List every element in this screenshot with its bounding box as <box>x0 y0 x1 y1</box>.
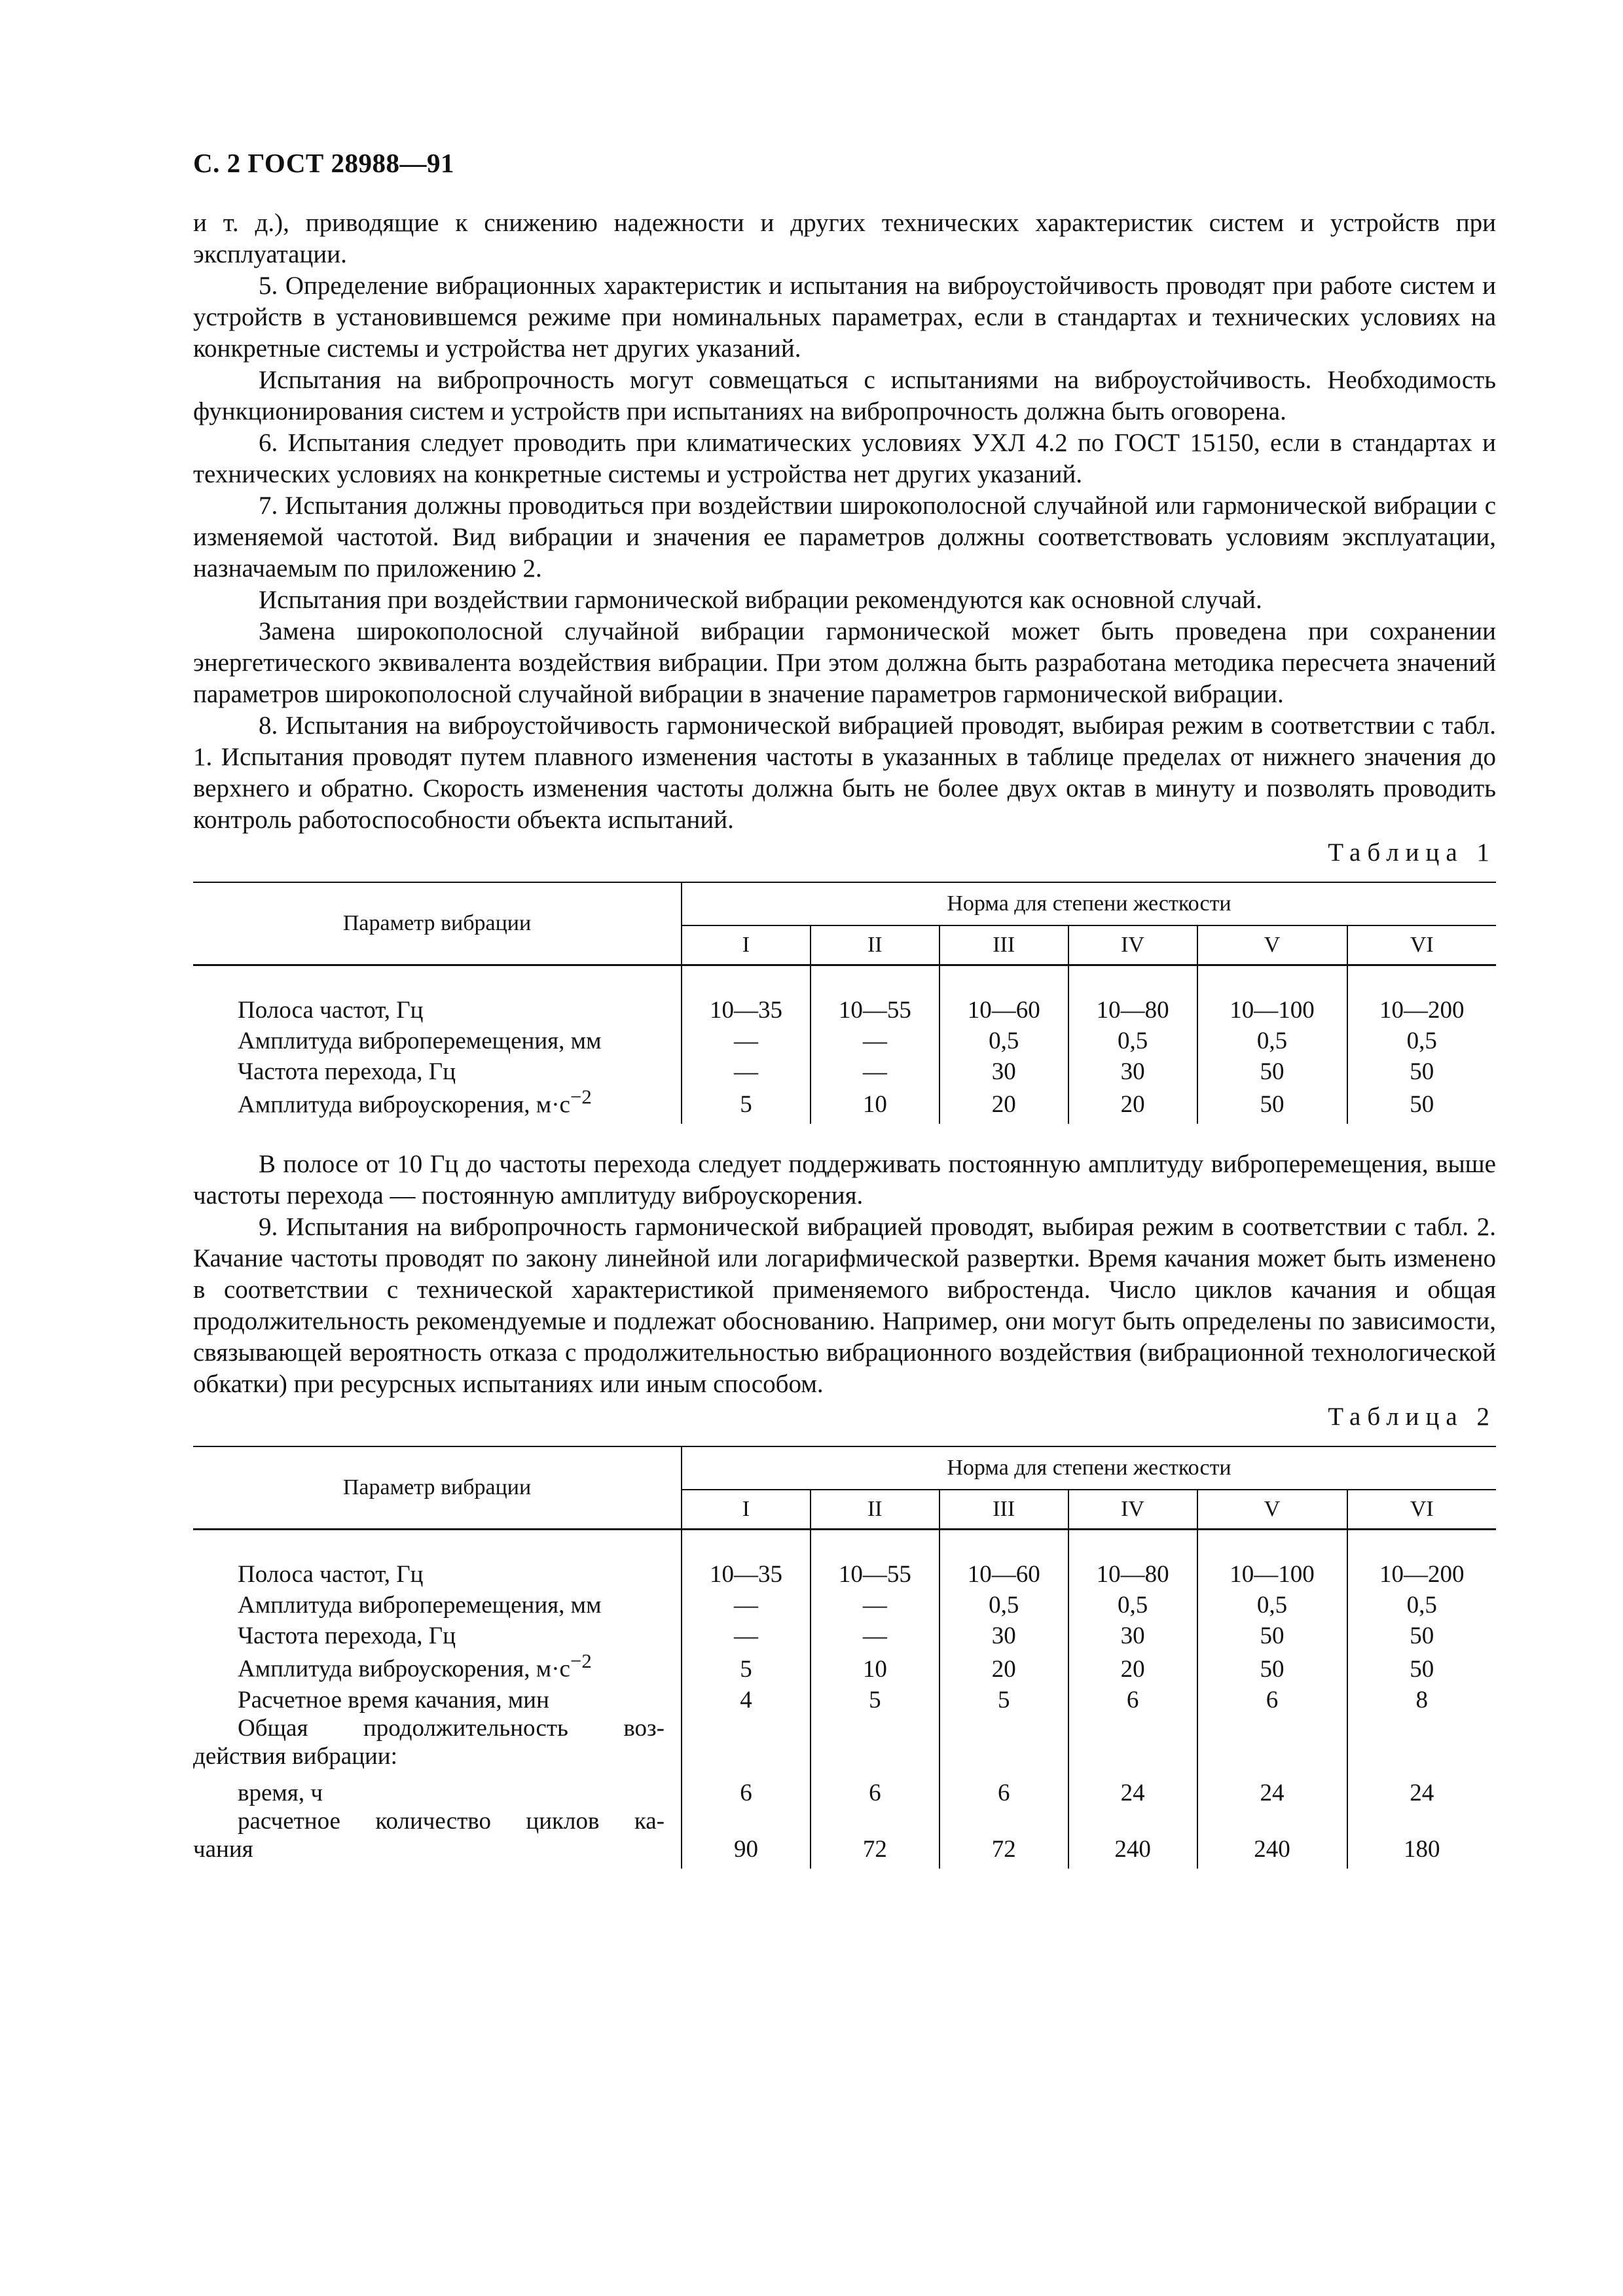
table-cell: — <box>811 1619 939 1650</box>
table-cell: 24 <box>1410 1779 1434 1806</box>
table-cell: 90 <box>682 1807 811 1869</box>
degree-header: II <box>811 1490 939 1530</box>
table-cell-empty <box>811 1714 939 1770</box>
table-cell-empty <box>1197 965 1347 994</box>
table-cell: 10—100 <box>1197 1558 1347 1588</box>
paragraph: Замена широкополосной случайной вибрации гармонической может быть проведена при сохранении энергетического эквивалента воздействия вибрации. При этом должна быть разработана методика пересчета значений параметров широкополосной случайной вибрации в значение параметров гармонической вибрации. <box>193 617 1496 708</box>
table-row <box>193 1558 1496 1588</box>
table-row <box>193 1770 1496 1807</box>
row-label <box>193 1807 682 1869</box>
table-cell: 10—200 <box>1379 997 1465 1024</box>
table-cell: — <box>811 1055 939 1086</box>
row-label <box>193 1588 682 1619</box>
row-label-text: Расчетное время качания, мин <box>238 1686 549 1713</box>
table2-param-header: Параметр вибрации <box>193 1446 682 1530</box>
paragraph: 6. Испытания следует проводить при климатических условиях УХЛ 4.2 по ГОСТ 15150, если в стандартах и технических условиях на конкретные системы и устройства нет других указаний. <box>193 429 1496 488</box>
table-cell-empty <box>811 1530 939 1558</box>
degree-header: VI <box>1347 1490 1496 1530</box>
table-cell: 180 <box>1404 1835 1440 1863</box>
table-cell: 10—55 <box>811 994 939 1024</box>
table-cell: — <box>811 1024 939 1055</box>
paragraph: 7. Испытания должны проводиться при воздействии широкополосной случайной или гармонической вибрации с изменяемой частотой. Вид вибрации и значения ее параметров должны соответствовать условиям эксплуатации, назначаемым по приложению 2. <box>193 492 1496 583</box>
table-cell: — <box>682 1024 811 1055</box>
table-cell-empty <box>1347 1714 1496 1770</box>
paragraph: Испытания при воздействии гармонической вибрации рекомендуются как основной случай. <box>259 586 1262 614</box>
table-cell: 5 <box>682 1086 811 1124</box>
table-cell: — <box>811 1588 939 1619</box>
text-block-b <box>193 1149 1496 1400</box>
text-block-a <box>193 207 1496 836</box>
table-cell: 6 <box>939 1770 1068 1807</box>
table-cell-empty <box>939 965 1068 994</box>
table-cell: 10 <box>811 1650 939 1683</box>
table1-param-header: Параметр вибрации <box>193 882 682 965</box>
table-cell: 10—60 <box>939 1558 1068 1588</box>
table1-norm-header: Норма для степени жесткости <box>682 882 1496 925</box>
table-cell-empty <box>939 1530 1068 1558</box>
unit-exponent: −2 <box>570 1650 592 1673</box>
degree-header: II <box>811 925 939 965</box>
table-cell: 0,5 <box>1197 1588 1347 1619</box>
spacer-row <box>193 1530 1496 1558</box>
table-cell: 6 <box>682 1770 811 1807</box>
table-cell: 6 <box>1068 1683 1197 1714</box>
row-label <box>193 1055 682 1086</box>
table-cell: 10—35 <box>682 1558 811 1588</box>
table-row <box>193 1086 1496 1124</box>
table-row <box>193 1807 1496 1869</box>
paragraph: 8. Испытания на виброустойчивость гармонической вибрацией проводят, выбирая режим в соответствии с табл. 1. Испытания проводят путем плавного изменения частоты в указанных в таблице пределах от нижнего значения до верхнего и обратно. Скорость изменения частоты должна быть не более двух октав в минуту и позволять проводить контроль работоспособности объекта испытаний. <box>193 711 1496 834</box>
group-label-row <box>193 1714 1496 1770</box>
table-cell-empty <box>1197 1714 1347 1770</box>
table2-norm-header: Норма для степени жесткости <box>682 1446 1496 1490</box>
table-cell: 10 <box>811 1086 939 1124</box>
table-cell: 0,5 <box>939 1024 1068 1055</box>
table-cell: 50 <box>1197 1619 1347 1650</box>
table-cell: 20 <box>939 1650 1068 1683</box>
table-cell: 10—80 <box>1068 1558 1197 1588</box>
row-label <box>193 1086 682 1124</box>
degree-header: V <box>1197 1490 1347 1530</box>
degree-header: IV <box>1068 1490 1197 1530</box>
row-label-text: Амплитуда виброускорения, м·с <box>238 1091 570 1119</box>
paragraph: 5. Определение вибрационных характеристик и испытания на виброустойчивость проводят при работе систем и устройств в установившемся режиме при номинальных параметрах, если в стандартах и технических условиях на конкретные системы и устройства нет других указаний. <box>193 272 1496 363</box>
row-label-text: Полоса частот, Гц <box>238 997 424 1024</box>
table-row <box>193 1588 1496 1619</box>
table-cell: — <box>682 1055 811 1086</box>
table-cell: 10—100 <box>1197 994 1347 1024</box>
spacer-row <box>193 965 1496 994</box>
table-row <box>193 1683 1496 1714</box>
table-cell: 72 <box>939 1807 1068 1869</box>
row-label <box>193 1714 682 1770</box>
table-cell: 5 <box>939 1683 1068 1714</box>
row-label-text: Частота перехода, Гц <box>238 1623 456 1650</box>
table-cell: 240 <box>1197 1807 1347 1869</box>
row-label <box>193 1024 682 1055</box>
table-cell: 72 <box>811 1807 939 1869</box>
table-cell: 20 <box>1068 1650 1197 1683</box>
table-cell: 5 <box>682 1650 811 1683</box>
table-cell-empty <box>193 1530 682 1558</box>
row-label-text: Частота перехода, Гц <box>238 1058 456 1085</box>
table-cell: 30 <box>939 1055 1068 1086</box>
table-cell: 0,5 <box>939 1588 1068 1619</box>
table-1 <box>193 882 1496 1124</box>
table2-caption: Таблица 2 <box>1328 1403 1496 1431</box>
row-label-line: чания <box>193 1835 253 1863</box>
table-cell: 30 <box>939 1619 1068 1650</box>
paragraph: и т. д.), приводящие к снижению надежности и других технических характеристик систем и устройств при эксплуатации. <box>193 209 1496 268</box>
degree-header: I <box>682 925 811 965</box>
degree-header: VI <box>1347 925 1496 965</box>
table-cell: — <box>682 1619 811 1650</box>
degree-header: III <box>939 925 1068 965</box>
table-cell-empty <box>1347 1530 1496 1558</box>
table-cell: 50 <box>1197 1086 1347 1124</box>
table-row <box>193 1619 1496 1650</box>
table-row <box>193 1650 1496 1683</box>
paragraph: В полосе от 10 Гц до частоты перехода следует поддерживать постоянную амплитуду виброперемещения, выше частоты перехода — постоянную амплитуду виброускорения. <box>193 1150 1496 1210</box>
row-label <box>193 1619 682 1650</box>
table-cell: 4 <box>682 1683 811 1714</box>
table-cell: 50 <box>1197 1650 1347 1683</box>
degree-header: IV <box>1068 925 1197 965</box>
table-cell: 240 <box>1068 1807 1197 1869</box>
table-cell: 0,5 <box>1406 1028 1437 1054</box>
row-label-text: Полоса частот, Гц <box>238 1561 424 1588</box>
table-cell: 10—60 <box>939 994 1068 1024</box>
row-label-text: Амплитуда виброперемещения, мм <box>238 1028 602 1054</box>
paragraph: 9. Испытания на вибропрочность гармонической вибрацией проводят, выбирая режим в соответствии с табл. 2. Качание частоты проводят по закону линейной или логарифмической развертки. Время качания может быть изменено в соответствии с технической характеристикой применяемого вибростенда. Число циклов качания и общая продолжительность рекомендуемые и подлежат обоснованию. Например, они могут быть определены по зависимости, связывающей вероятность отказа с продолжительностью вибрационного воздействия (вибрационной технологической обкатки) при ресурсных испытаниях или иным способом. <box>193 1213 1496 1399</box>
table-cell: 10—200 <box>1379 1561 1465 1588</box>
table-cell-empty <box>939 1714 1068 1770</box>
table-cell: 0,5 <box>1068 1588 1197 1619</box>
table-cell: 50 <box>1197 1055 1347 1086</box>
row-label <box>193 1558 682 1588</box>
row-label-line: расчетное количество циклов ка- <box>238 1807 665 1835</box>
table-cell: 20 <box>939 1086 1068 1124</box>
row-label <box>193 1650 682 1683</box>
degree-header: III <box>939 1490 1068 1530</box>
table-cell: 24 <box>1068 1770 1197 1807</box>
table-cell-empty <box>811 965 939 994</box>
table-cell: 10—55 <box>811 1558 939 1588</box>
table-cell: 5 <box>811 1683 939 1714</box>
unit-exponent: −2 <box>570 1086 592 1108</box>
table-cell: 30 <box>1068 1619 1197 1650</box>
table-cell: 0,5 <box>1068 1024 1197 1055</box>
document-page <box>193 147 1496 1869</box>
row-label-text: Амплитуда виброперемещения, мм <box>238 1592 602 1619</box>
table-cell: — <box>682 1588 811 1619</box>
table-cell-empty <box>682 1530 811 1558</box>
table-cell: 30 <box>1068 1055 1197 1086</box>
table-cell: 50 <box>1410 1058 1434 1085</box>
table-cell: 0,5 <box>1406 1592 1437 1619</box>
table-cell: 8 <box>1415 1686 1429 1713</box>
table-cell: 10—35 <box>682 994 811 1024</box>
table-cell-empty <box>682 965 811 994</box>
table-cell: 50 <box>1410 1623 1434 1650</box>
row-label <box>193 994 682 1024</box>
table-cell: 6 <box>811 1770 939 1807</box>
row-label-text: Амплитуда виброускорения, м·с <box>238 1655 570 1683</box>
table-row <box>193 1024 1496 1055</box>
table-cell-empty <box>682 1714 811 1770</box>
row-label: время, ч <box>193 1770 682 1807</box>
paragraph: Испытания на вибропрочность могут совмещаться с испытаниями на виброустойчивость. Необходимость функционирования систем и устройств при испытаниях на вибропрочность должна быть оговорена. <box>193 366 1496 425</box>
table-cell-empty <box>193 965 682 994</box>
page-header: С. 2 ГОСТ 28988—91 <box>193 148 455 178</box>
row-label-line: Общая продолжительность воз- <box>238 1714 665 1742</box>
table-cell-empty <box>1068 1714 1197 1770</box>
table-cell: 0,5 <box>1197 1024 1347 1055</box>
table-row <box>193 1055 1496 1086</box>
table-cell: 6 <box>1197 1683 1347 1714</box>
table-cell: 50 <box>1410 1655 1434 1683</box>
table-cell: 20 <box>1068 1086 1197 1124</box>
table-cell-empty <box>1347 965 1496 994</box>
table-cell-empty <box>1197 1530 1347 1558</box>
row-label-line: действия вибрации: <box>193 1742 397 1770</box>
table-cell-empty <box>1068 1530 1197 1558</box>
table-cell: 50 <box>1410 1091 1434 1119</box>
table-cell: 10—80 <box>1068 994 1197 1024</box>
degree-header: V <box>1197 925 1347 965</box>
row-label <box>193 1683 682 1714</box>
degree-header: I <box>682 1490 811 1530</box>
table-cell: 24 <box>1197 1770 1347 1807</box>
table-row <box>193 994 1496 1024</box>
table-2 <box>193 1446 1496 1868</box>
table-cell-empty <box>1068 965 1197 994</box>
table1-caption: Таблица 1 <box>1328 838 1496 867</box>
